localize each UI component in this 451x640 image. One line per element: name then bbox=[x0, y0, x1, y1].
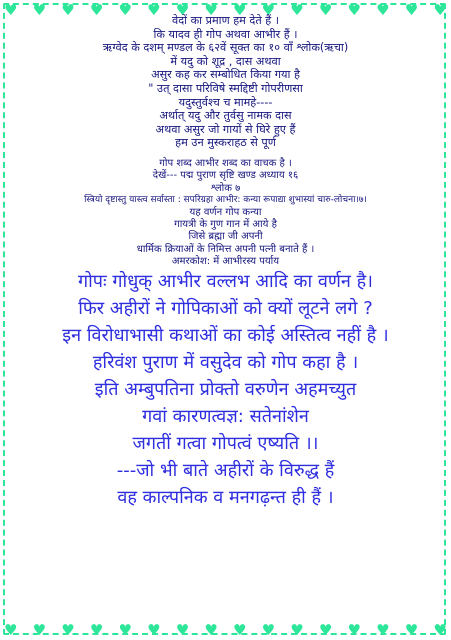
verse-line: इति अम्बुपतिना प्रोक्तो वरुणेन अहमच्युत bbox=[94, 379, 357, 401]
heart-icon: ♥ bbox=[32, 620, 47, 639]
heart-icon: ♥ bbox=[376, 0, 390, 19]
text-line: यदुस्तुर्वश्च च मामहे---- bbox=[178, 95, 273, 109]
text-line: असुर कह कर सम्बोधित किया गया है bbox=[151, 68, 300, 82]
heart-icon: ♥ bbox=[433, 0, 447, 19]
heart-icon: ♥ bbox=[318, 620, 333, 639]
text-line: वेदों का प्रमाण हम देते हैं । bbox=[171, 14, 280, 27]
text-line: धार्मिक क्रियाओं के निमित्त अपनी पत्नी बनाते हैं । bbox=[136, 243, 315, 255]
text-line: अमरकोश: में आभीरस्य पर्याय bbox=[171, 256, 280, 268]
heart-icon: ♥ bbox=[347, 0, 361, 19]
heart-icon: ♥ bbox=[347, 620, 361, 639]
heart-icon: ♥ bbox=[204, 620, 218, 639]
text-line: अथवा असुर जो गायों से घिरे हुए हैं bbox=[155, 122, 296, 136]
verse-line: इन विरोधाभासी कथाओं का कोई अस्तित्व नहीं है । bbox=[62, 325, 389, 347]
verse-line: गवां कारणत्वज्ञ: सतेनांशेन bbox=[142, 406, 309, 428]
bottom-heart-border bbox=[0, 620, 451, 640]
heart-icon: ♥ bbox=[376, 620, 390, 639]
heart-icon: ♥ bbox=[261, 0, 276, 19]
text-line: " उत् दासा परिविषे स्मद्दिष्टी गोपरीणसा bbox=[148, 81, 303, 95]
heart-icon: ♥ bbox=[118, 620, 132, 639]
text-line: देखें--- पद्म पुराण सृष्टि खण्ड अध्याय १६ bbox=[152, 170, 299, 182]
heart-icon: ♥ bbox=[233, 0, 247, 19]
verse-line: वह काल्पनिक व मनगढ़न्त ही हैं । bbox=[117, 487, 334, 509]
heart-icon: ♥ bbox=[404, 0, 419, 19]
heart-icon: ♥ bbox=[318, 0, 333, 19]
text-line: जिसे ब्रह्मा जी अपनी bbox=[188, 231, 263, 243]
heart-icon: ♥ bbox=[290, 0, 304, 19]
heart-icon: ♥ bbox=[61, 0, 75, 19]
heart-icon: ♥ bbox=[175, 0, 190, 19]
heart-icon: ♥ bbox=[4, 0, 18, 19]
heart-icon: ♥ bbox=[89, 0, 104, 19]
heart-icon: ♥ bbox=[147, 0, 161, 19]
heart-icon: ♥ bbox=[404, 620, 419, 639]
text-line: गोप शब्द आभीर शब्द का वाचक है । bbox=[159, 157, 292, 169]
text-line: यह वर्णन गोप कन्या bbox=[189, 206, 262, 218]
verse-line: गोपः गोधुक् आभीर वल्लभ आदि का वर्णन है। bbox=[78, 271, 373, 293]
heart-icon: ♥ bbox=[32, 0, 47, 19]
text-line: में यदु को शूद्र , दास अथवा bbox=[170, 54, 281, 68]
text-line: स्त्रियो दृष्टास्तु यास्त्व सर्वास्ता : सपरिग्रहा आभीर: कन्या रूपाद्या शुभास्यां चारु-लोचना।७। bbox=[84, 195, 367, 206]
text-line: कि यादव ही गोप अथवा आभीर हैं । bbox=[153, 27, 298, 41]
text-line: गायत्री के गुण गान में आये है bbox=[174, 218, 277, 230]
heart-icon: ♥ bbox=[175, 620, 190, 639]
heart-icon: ♥ bbox=[4, 620, 18, 639]
heart-icon: ♥ bbox=[433, 620, 447, 639]
text-line: हम उन मुस्कराहठ से पूर्ण bbox=[175, 136, 276, 150]
verse-line: हरिवंश पुराण में वसुदेव को गोप कहा है । bbox=[92, 352, 359, 374]
heart-icon: ♥ bbox=[61, 620, 75, 639]
verse-line: फिर अहीरों ने गोपिकाओं को क्यों लूटने लगे ? bbox=[78, 298, 373, 320]
heart-icon: ♥ bbox=[89, 620, 104, 639]
text-line: श्लोक ७ bbox=[210, 182, 241, 194]
heart-icon: ♥ bbox=[204, 0, 218, 19]
heart-icon: ♥ bbox=[261, 620, 276, 639]
heart-icon: ♥ bbox=[233, 620, 247, 639]
heart-icon: ♥ bbox=[118, 0, 132, 19]
text-content bbox=[8, 14, 443, 511]
heart-icon: ♥ bbox=[290, 620, 304, 639]
text-line: ऋग्वेद के दशम् मण्डल के ६२वें सूक्त का १० वाँ श्लोक(ऋचा) bbox=[102, 41, 349, 55]
verse-line: जगतीं गत्वा गोपत्वं एष्यति ।। bbox=[132, 433, 319, 455]
heart-icon: ♥ bbox=[147, 620, 161, 639]
verse-line: ---जो भी बाते अहीरों के विरुद्ध हैं bbox=[116, 460, 335, 482]
text-line: अर्थात् यदु और तुर्वसु नामक दास bbox=[159, 109, 292, 123]
